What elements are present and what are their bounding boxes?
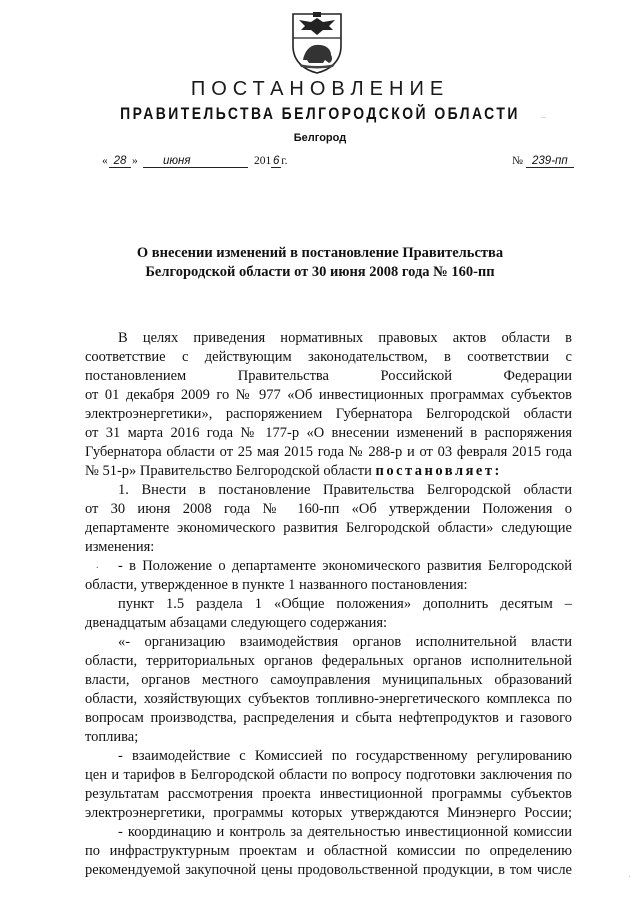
body-line: Губернатора области от 25 мая 2015 года № 288-р и от 03 февраля 2015 года <box>85 444 572 460</box>
body-line: В целях приведения нормативных правовых актов области в <box>118 330 572 346</box>
body-line: соответствие с действующим законодательством, в соответствии с <box>85 349 572 365</box>
body-line: двенадцатым абзацами следующего содержания: <box>85 615 388 631</box>
body-line-with-decree <box>85 462 572 481</box>
body-line: постановлением Правительства Российской Федерации <box>85 368 572 384</box>
date-year <box>254 155 288 168</box>
body-line: - в Положение о департаменте экономического развития Белгородской <box>118 558 572 574</box>
body-line: власти, органов местного самоуправления муниципальных образований <box>85 672 572 688</box>
date-day-value: 28 <box>109 155 131 168</box>
body-line: от 01 декабря 2009 го № 977 «Об инвестиционных программах субъектов <box>85 387 572 403</box>
body-line: результатам рассмотрения проекта инвестиционной программы субъектов <box>85 786 572 802</box>
crown-shape <box>313 12 321 17</box>
authority-heading: ПРАВИТЕЛЬСТВА БЕЛГОРОДСКОЙ ОБЛАСТИ <box>120 104 520 123</box>
body-line: пункт 1.5 раздела 1 «Общие положения» дополнить десятым – <box>118 596 572 612</box>
number-value: 239-пп <box>526 155 574 168</box>
body-line: департаменте экономического развития Белгородской области» следующие <box>85 520 572 536</box>
document-number <box>512 155 574 168</box>
decree-word: постановляет: <box>375 463 502 479</box>
body-line: области, утвержденное в пункте 1 названного постановления: <box>85 577 468 593</box>
body-line: 1. Внести в постановление Правительства Белгородской области <box>118 482 572 498</box>
body-line: - координацию и контроль за деятельностью инвестиционной комиссии <box>118 824 572 840</box>
margin-mark-bottom-right: · <box>628 872 632 883</box>
body-line: области, хозяйствующих субъектов топливно-энергетического комплекса по <box>85 691 572 707</box>
title-line-1: О внесении изменений в постановление Правительства <box>136 245 504 261</box>
body-line: электроэнергетики», распоряжением Губернатора Белгородской области <box>85 406 572 422</box>
body-line: цен и тарифов в Белгородской области по вопросу подготовки заключения по <box>85 767 572 783</box>
body-line: изменения: <box>85 539 155 555</box>
date-month-value: июня <box>143 155 248 168</box>
date-year-suffix: 6 <box>273 155 280 167</box>
coat-of-arms-emblem <box>289 8 345 74</box>
body-line: электроэнергетики, программы которых утверждаются Минэнерго России; <box>85 805 572 821</box>
date-month <box>143 155 248 168</box>
date-open-quote: « <box>102 155 108 167</box>
date-day <box>109 155 131 168</box>
body-line: по инфраструктурным проектам и областной комиссии по определению <box>85 843 572 859</box>
document-title <box>60 244 580 282</box>
body-line: вопросам производства, распределения и сбыта нефтепродуктов и газового <box>85 710 572 726</box>
title-line-2: Белгородской области от 30 июня 2008 года № 160-пп <box>145 264 495 280</box>
body-line: рекомендуемой закупочной цены продовольственной продукции, в том числе <box>85 862 572 878</box>
body-line: от 30 июня 2008 года № 160-пп «Об утверждении Положения о <box>85 501 572 517</box>
city-label: Белгород <box>293 132 347 144</box>
margin-mark-left-dot: . <box>96 560 99 571</box>
body-line: «- организацию взаимодействия органов исполнительной власти <box>118 634 572 650</box>
date-year-prefix: 201 <box>254 155 272 167</box>
margin-mark-right: – <box>541 112 546 123</box>
body-line: области, территориальных органов федеральных органов исполнительной <box>85 653 572 669</box>
body-line: - взаимодействие с Комиссией по государственному регулированию <box>118 748 572 764</box>
document-type-heading: ПОСТАНОВЛЕНИЕ <box>190 78 450 100</box>
date-year-unit: г. <box>281 155 288 167</box>
number-label: № <box>512 155 523 167</box>
body-line: от 31 марта 2016 года № 177-р «О внесении изменений в распоряжения <box>85 425 572 441</box>
body-line: топлива; <box>85 729 139 745</box>
date-close-quote: » <box>132 155 138 167</box>
body-line-text: № 51-р» Правительство Белгородской области <box>85 463 372 479</box>
